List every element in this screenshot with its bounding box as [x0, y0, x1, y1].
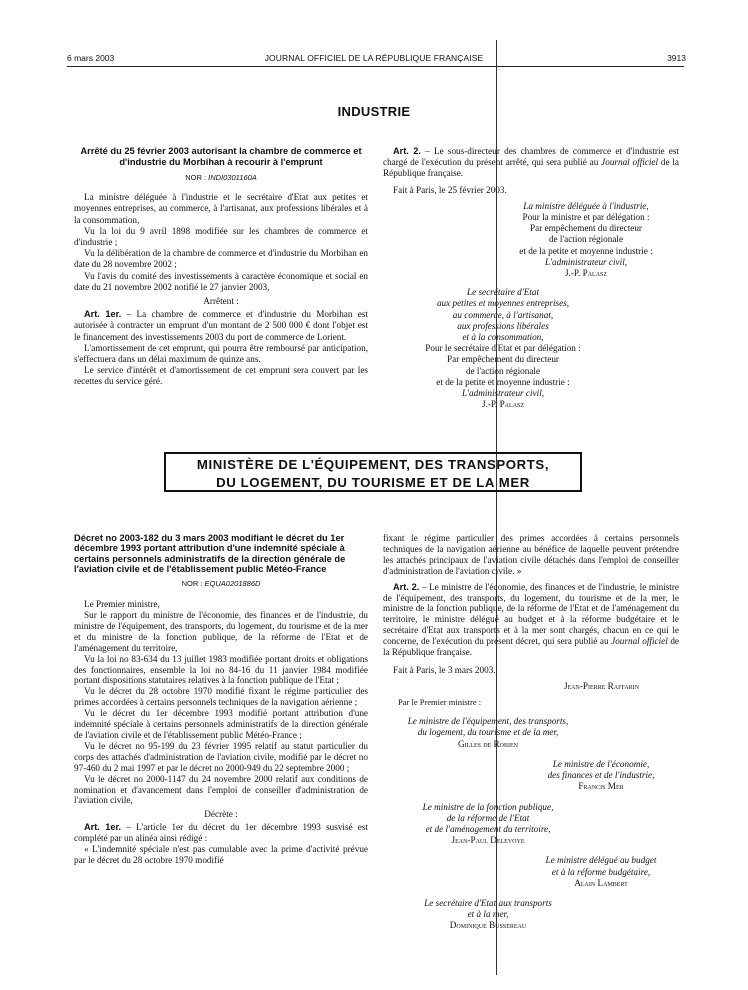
decret-column-left [74, 533, 368, 866]
sig-line: aux professions libérales [457, 320, 549, 331]
decret-article-2 [383, 582, 679, 658]
arrete-preamble: La ministre déléguée à l'industrie et le secrétaire d'Etat aux petites et moyennes entreprises, au commerce, à l'artisanat, aux professions libérales et à la consommation, [74, 192, 368, 225]
sig-line: Le ministre délégué au budget [545, 855, 657, 866]
header-page-number: 3913 [667, 53, 686, 63]
section-title-equipement [164, 452, 582, 492]
nor-code: EQUA0201886D [204, 579, 261, 589]
sig-line: du logement, du tourisme et de la mer, [417, 727, 559, 738]
journal-officiel-ref: Journal officiel [611, 636, 668, 647]
arrete-article-1 [74, 309, 368, 343]
decret-fait-a: Fait à Paris, le 3 mars 2003. [393, 664, 496, 675]
nor-code: INDI0301160A [208, 173, 257, 182]
decret-rapport: Sur le rapport du ministre de l'économie, des finances et de l'industrie, du ministre de l'équipement, des transports, du logement, du tourisme et de la mer et du ministre de la fonction publique, de la réforme de l'Etat et de l'aménagement du territoire, [74, 610, 368, 653]
decret-column-right [383, 533, 679, 932]
sig-line: Le secrétaire d'Etat [466, 287, 540, 298]
sig-line: des finances et de l'industrie, [547, 770, 655, 781]
sig-line: Le secrétaire d'Etat aux transports [424, 897, 552, 908]
running-header [0, 53, 748, 67]
decret-vu-2: Vu le décret du 28 octobre 1970 modifié fixant le régime particulier des primes accordées à certains personnels techniques de la navigation aérienne ; [74, 686, 368, 708]
sig-line: Le ministre de l'équipement, des transports, [407, 716, 569, 727]
journal-officiel-ref: Journal officiel [601, 157, 659, 168]
sig-line: Le ministre de la fonction publique, [422, 801, 554, 812]
sig-line: de l'action régionale [465, 365, 541, 376]
decret-vu-5: Vu le décret no 2000-1147 du 24 novembre 2000 relatif aux conditions de nomination et d'avancement dans l'emploi de conseiller d'administration de l'aviation civile, [74, 773, 368, 806]
decret-decrete: Décrète : [204, 809, 238, 820]
sig-line: et de la petite et moyenne industrie : [436, 376, 570, 387]
article-2-end: de la République française. [383, 636, 679, 658]
decret-vu-1: Vu la loi no 83-634 du 13 juillet 1983 modifiée portant droits et obligations des fonctionnaires, ensemble la loi no 84-16 du 11 janvier 1984 modifiée portant dispositions statutaires relatives à la fonction publique de l'Etat ; [74, 653, 368, 686]
signature-ministre-economie [523, 759, 679, 793]
article-2-text: – Le ministre de l'économie, des finances et de l'industrie, le ministre de l'équipement, des transports, du logement, du tourisme et de la mer, le ministre de la fonction publique, de la réforme de l'Etat et de l'aménagement du territoire, le ministre délégué au budget et à la réforme budgétaire et le secrétaire d'Etat aux transports et à la mer sont chargés, chacun en ce qui le concerne, de l'exécution du présent décret, qui sera publié au [383, 581, 679, 647]
section-title-industrie: INDUSTRIE [337, 104, 411, 119]
sig-line: Par empêchement du directeur [447, 354, 559, 365]
sig-line: et de la petite et moyenne industrie : [519, 245, 653, 256]
sig-line: aux petites et moyennes entreprises, [436, 298, 570, 309]
article-2-end: de la République française. [383, 157, 680, 179]
arrete-article-2 [383, 146, 679, 180]
article-1-label: Art. 1er. [84, 822, 122, 833]
section-title-line-2: DU LOGEMENT, DU TOURISME ET DE LA MER [216, 475, 530, 490]
article-1-label: Art. 1er. [84, 309, 122, 320]
arrete-arretent: Arrêtent : [203, 296, 239, 307]
decret-vu-3: Vu le décret du 1er décembre 1993 modifié portant attribution d'une indemnité spéciale à certains personnels administratifs de la direction générale de l'aviation civile et de l'établissement public Météo-France ; [74, 708, 368, 740]
sig-line: et de l'aménagement du territoire, [425, 823, 551, 834]
arrete-column-right [383, 146, 679, 410]
sig-line: et à la mer, [467, 909, 509, 920]
signature-secretaire-transports [383, 898, 593, 932]
header-date: 6 mars 2003 [67, 53, 115, 63]
arrete-amortissement: L'amortissement de cet emprunt, qui pourra être remboursé par anticipation, s'effectuera dans un délai maximum de quinze ans. [74, 342, 368, 365]
arrete-service: Le service d'intérêt et d'amortissement de cet emprunt sera couvert par les recettes du service géré. [74, 365, 368, 387]
decret-quote: « L'indemnité spéciale n'est pas cumulable avec la prime d'activité prévue par le décret du 28 octobre 1970 modifié [74, 844, 368, 865]
sig-line: Par empêchement du directeur [530, 223, 642, 234]
signatory-name: Jean-Paul Delevoye [451, 835, 525, 846]
arrete-vu-3: Vu l'avis du comité des investissements à caractère économique et social en date du 21 novembre 2002 notifié le 27 janvier 2003, [74, 270, 368, 292]
premier-ministre-name: Jean-Pierre Raffarin [563, 680, 639, 691]
decret-vu-4: Vu le décret no 95-199 du 23 février 1995 relatif au statut particulier du corps des attachés d'administration de l'aviation civile, modifié par le décret no 97-460 du 2 mai 1997 et par le décret no 2000-949 du 22 septembre 2000 ; [74, 740, 368, 773]
sig-line: La ministre déléguée à l'industrie, [523, 200, 649, 211]
signatory-name: Dominique Bussereau [449, 920, 527, 931]
sig-line: Pour le secrétaire d'Etat et par délégation : [425, 343, 581, 354]
section-title-line-1: MINISTÈRE DE L'ÉQUIPEMENT, DES TRANSPORTS, [196, 457, 550, 472]
signature-ministre-equipement [383, 716, 593, 750]
signatory-name: Alain Lambert [574, 877, 628, 888]
arrete-vu-2: Vu la délibération de la chambre de commerce et d'industrie du Morbihan en date du 28 novembre 2002 ; [74, 248, 368, 270]
decret-premier-ministre: Le Premier ministre, [84, 599, 160, 610]
decret-title: Décret no 2003-182 du 3 mars 2003 modifiant le décret du 1er décembre 1993 portant attribution d'une indemnité spéciale à certains personnels administratifs de la direction générale de l'aviation civile et de l'établissement public Météo-France [74, 533, 346, 574]
arrete-title: Arrêté du 25 février 2003 autorisant la chambre de commerce et d'industrie du Morbihan à recourir à l'emprunt [80, 146, 362, 167]
nor-label: NOR : [185, 173, 207, 182]
sig-line: L'administrateur civil, [461, 388, 545, 399]
article-1-text: – La chambre de commerce et d'industrie du Morbihan est autorisée à contracter un emprunt d'un montant de 2 500 000 € dont l'objet est le financement des investissements 2003 du port de commerce de Lorient. [74, 309, 369, 342]
article-2-text: – Le sous-directeur des chambres de commerce et d'industrie est chargé de l'exécution du présent arrêté, qui sera publié au [383, 146, 679, 168]
signatory-name: J.-P. Palasz [481, 399, 525, 410]
sig-line: de l'action régionale [548, 234, 624, 245]
arrete-fait-a: Fait à Paris, le 25 février 2003. [393, 184, 507, 195]
sig-line: de la réforme de l'Etat [446, 812, 530, 823]
sig-line: Le ministre de l'économie, [552, 758, 650, 769]
decret-article-1 [74, 822, 368, 844]
arrete-column-left [74, 146, 368, 388]
sig-line: Pour la ministre et par délégation : [522, 212, 650, 223]
sig-line: et à la réforme budgétaire, [551, 866, 651, 877]
par-le-premier-ministre: Par le Premier ministre : [398, 697, 482, 708]
arrete-nor [74, 172, 368, 183]
decret-nor [74, 579, 368, 590]
signatory-name: Francis Mer [578, 781, 624, 792]
arrete-vu-1: Vu la loi du 9 avril 1898 modifiée sur les chambres de commerce et d'industrie ; [74, 225, 368, 248]
signature-ministre-fonction-publique [383, 802, 593, 847]
nor-label: NOR : [181, 579, 203, 589]
sig-line: L'administrateur civil, [544, 256, 628, 267]
signature-block-secretaire [383, 287, 623, 410]
signature-block-ministre [383, 201, 679, 279]
sig-line: et à la consommation, [462, 332, 544, 343]
article-2-label: Art. 2. [393, 146, 421, 156]
decret-quote-continued: fixant le régime particulier des primes accordées à certains personnels techniques de la navigation aérienne au bénéfice de laquelle peuvent prétendre les attachés principaux de l'aviation civile détachés dans l'emploi de conseiller d'administration de l'aviation civile. » [383, 533, 679, 576]
article-1-text: – L'article 1er du décret du 1er décembre 1993 susvisé est complété par un alinéa ainsi rédigé : [74, 822, 369, 844]
header-journal-title: JOURNAL OFFICIEL DE LA RÉPUBLIQUE FRANÇAISE [264, 53, 484, 63]
signature-ministre-budget [523, 855, 679, 889]
header-rule [67, 66, 684, 67]
signatory-name: J.-P. Palasz [564, 268, 608, 279]
sig-line: au commerce, à l'artisanat, [452, 309, 554, 320]
signatory-name: Gilles de Robien [457, 738, 519, 749]
article-2-label: Art. 2. [393, 581, 420, 592]
